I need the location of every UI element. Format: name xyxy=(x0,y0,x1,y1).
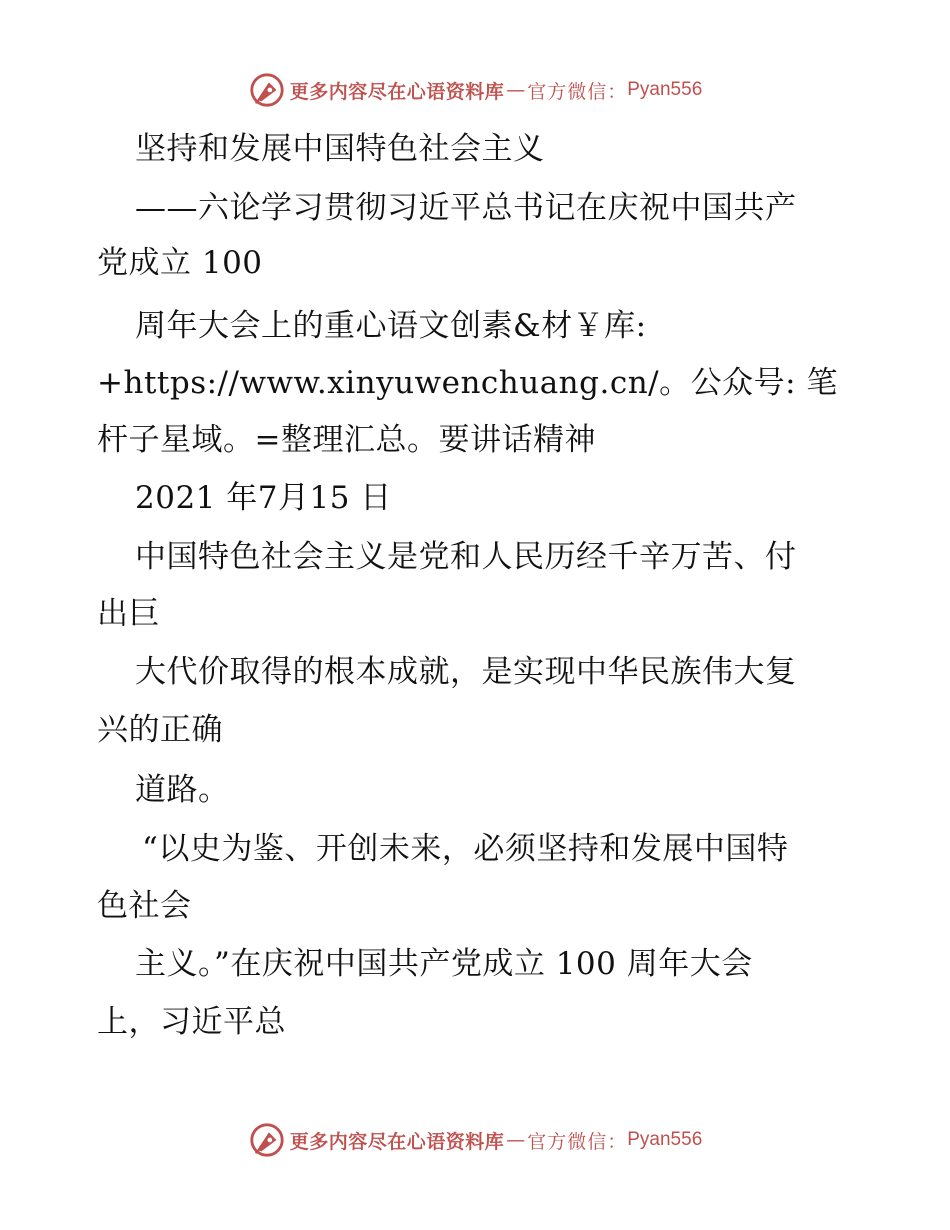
text-line: +https://www.xinyuwenchuang.cn/。公众号: 笔 xyxy=(97,365,838,401)
text-line: 道路。 xyxy=(135,772,230,808)
header-watermark xyxy=(0,70,950,110)
watermark-brand: 更多内容尽在心语资料库 xyxy=(289,80,505,103)
pen-nib-logo-icon xyxy=(248,71,286,109)
text-line: 杆子星域。=整理汇总。要讲话精神 xyxy=(97,422,596,458)
footer-watermark xyxy=(0,1120,950,1160)
document-subtitle: ——六论学习贯彻习近平总书记在庆祝中国共产 xyxy=(135,190,797,226)
watermark-contact-id: Pyan556 xyxy=(627,79,703,100)
text-line: 大代价取得的根本成就，是实现中华民族伟大复 xyxy=(135,654,797,690)
text-line: 上，习近平总 xyxy=(97,1004,286,1040)
pen-nib-logo-icon xyxy=(248,1121,286,1159)
text-line: 中国特色社会主义是党和人民历经千辛万苦、付 xyxy=(135,539,797,575)
watermark-separator: — xyxy=(506,79,526,101)
document-date: 2021 年7月15 日 xyxy=(135,480,392,516)
text-line: 周年大会上的重心语文创素&材￥库: xyxy=(135,308,647,344)
watermark-contact-label: 官方微信： xyxy=(527,80,628,103)
watermark-contact-label: 官方微信： xyxy=(527,1130,628,1153)
text-line: “以史为鉴、开创未来，必须坚持和发展中国特 xyxy=(142,831,789,867)
text-line: 主义。”在庆祝中国共产党成立 100 周年大会 xyxy=(135,946,753,982)
watermark-brand: 更多内容尽在心语资料库 xyxy=(289,1130,505,1153)
text-line: 兴的正确 xyxy=(97,712,223,748)
document-title: 坚持和发展中国特色社会主义 xyxy=(135,131,545,167)
text-line: 党成立 100 xyxy=(97,245,263,281)
text-line: 出巨 xyxy=(97,596,160,632)
watermark-contact-id: Pyan556 xyxy=(627,1129,703,1150)
text-line: 色社会 xyxy=(97,888,192,924)
watermark-separator: — xyxy=(506,1129,526,1151)
